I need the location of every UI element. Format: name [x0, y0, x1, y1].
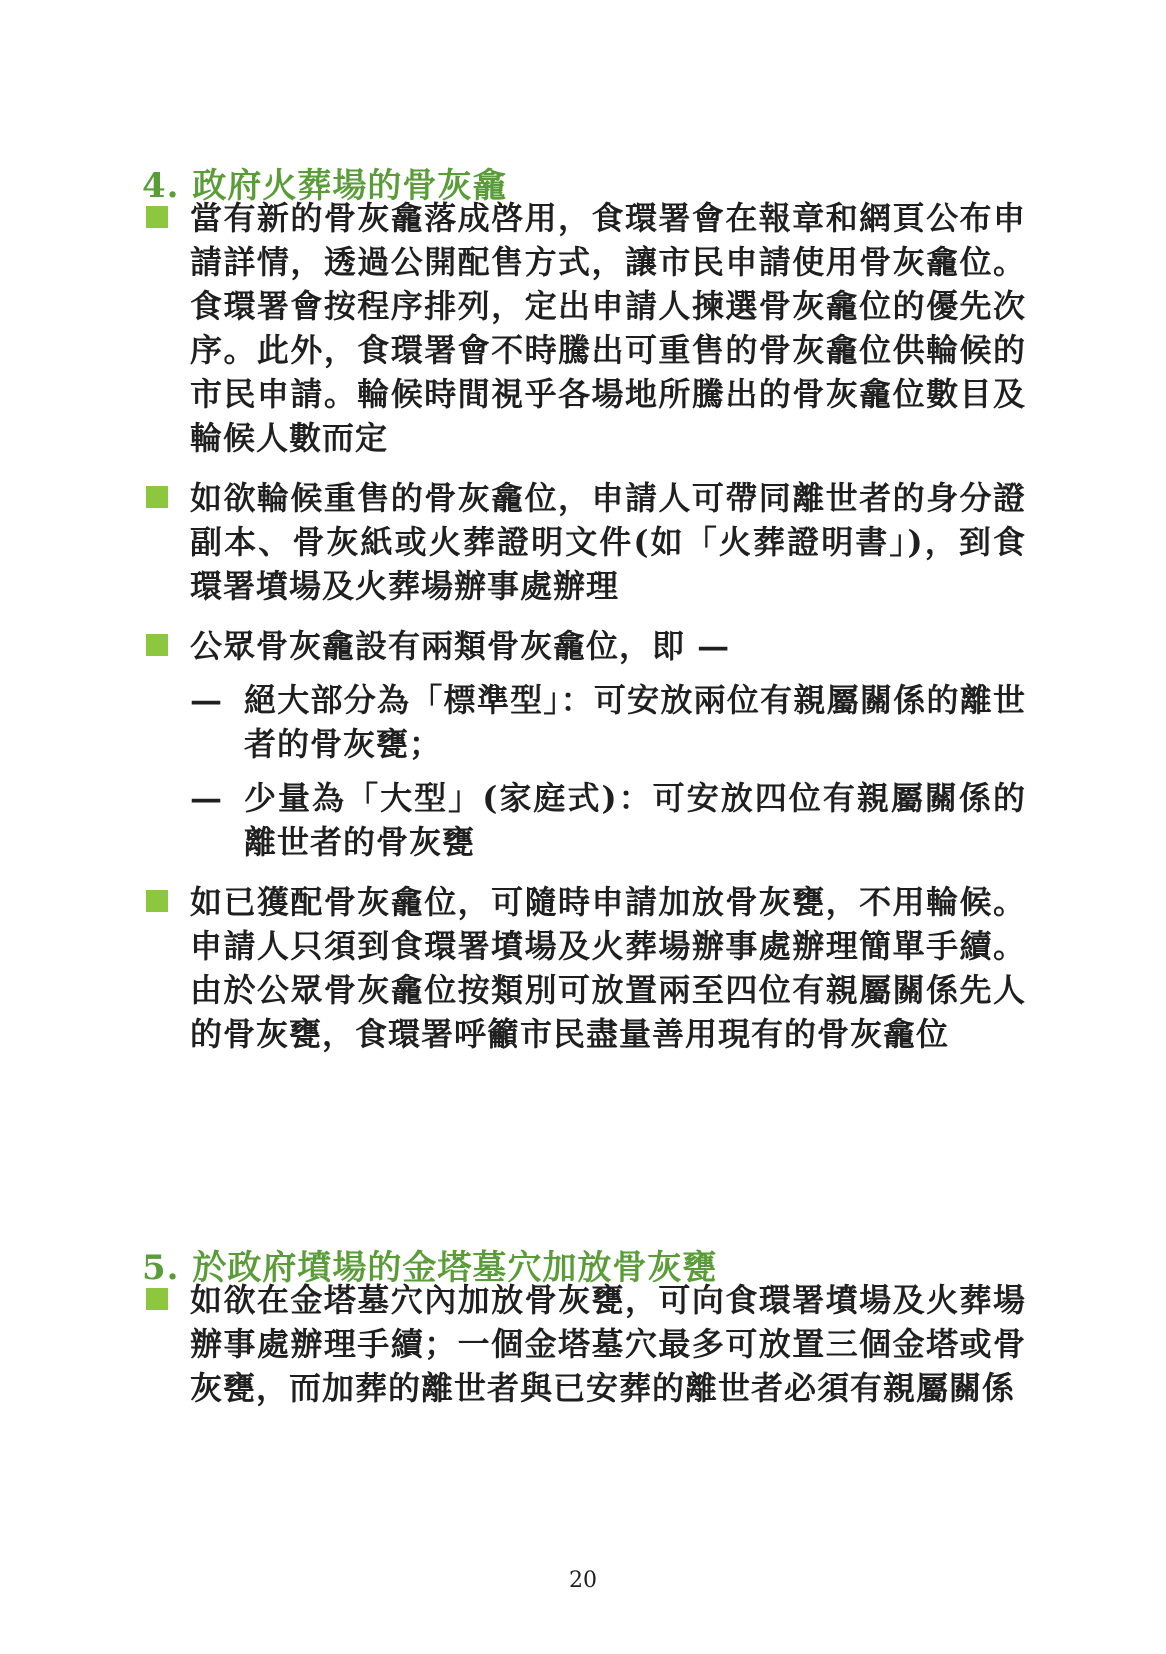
green-square-bullet-icon [146, 1288, 168, 1310]
list-item [142, 880, 1026, 1056]
section-5-list [142, 1278, 1026, 1426]
sub-item-text: 少量為「大型」(家庭式)：可安放四位有親屬關係的離世者的骨灰甕 [244, 779, 1026, 861]
green-square-bullet-icon [146, 890, 168, 912]
section-4-heading: 4. 政府火葬場的骨灰龕 [142, 166, 508, 207]
bullet-text: 公眾骨灰龕設有兩類骨灰龕位，即 — [190, 627, 731, 665]
list-item [142, 624, 1026, 668]
sub-item-text: 絕大部分為「標準型」：可安放兩位有親屬關係的離世者的骨灰甕； [244, 681, 1026, 763]
green-square-bullet-icon [146, 634, 168, 656]
section-5-heading: 5. 於政府墳場的金塔墓穴加放骨灰甕 [142, 1248, 718, 1289]
list-item [142, 196, 1026, 460]
dash-bullet: — [190, 681, 222, 719]
section-4-list [142, 196, 1026, 1072]
page-number: 20 [569, 1568, 597, 1593]
dash-bullet: — [190, 779, 222, 817]
bullet-text: 如已獲配骨灰龕位，可隨時申請加放骨灰甕，不用輪候。申請人只須到食環署墳場及火葬場辦事處辦理簡單手續。由於公眾骨灰龕位按類別可放置兩至四位有親屬關係先人的骨灰甕，食環署呼籲市民盡量善用現有的骨灰龕位 [190, 883, 1026, 1053]
sub-list-item [142, 776, 1026, 864]
green-square-bullet-icon [146, 206, 168, 228]
sub-list-item [142, 678, 1026, 766]
list-item [142, 476, 1026, 608]
green-square-bullet-icon [146, 486, 168, 508]
bullet-text: 當有新的骨灰龕落成啓用，食環署會在報章和網頁公布申請詳情，透過公開配售方式，讓市民申請使用骨灰龕位。食環署會按程序排列，定出申請人揀選骨灰龕位的優先次序。此外，食環署會不時騰出可重售的骨灰龕位供輪候的市民申請。輪候時間視乎各場地所騰出的骨灰龕位數目及輪候人數而定 [190, 199, 1026, 457]
bullet-text: 如欲輪候重售的骨灰龕位，申請人可帶同離世者的身分證副本、骨灰紙或火葬證明文件(如「火葬證明書」)，到食環署墳場及火葬場辦事處辦理 [190, 479, 1026, 605]
list-item [142, 1278, 1026, 1410]
bullet-text: 如欲在金塔墓穴內加放骨灰甕，可向食環署墳場及火葬場辦事處辦理手續；一個金塔墓穴最多可放置三個金塔或骨灰甕，而加葬的離世者與已安葬的離世者必須有親屬關係 [190, 1281, 1026, 1407]
